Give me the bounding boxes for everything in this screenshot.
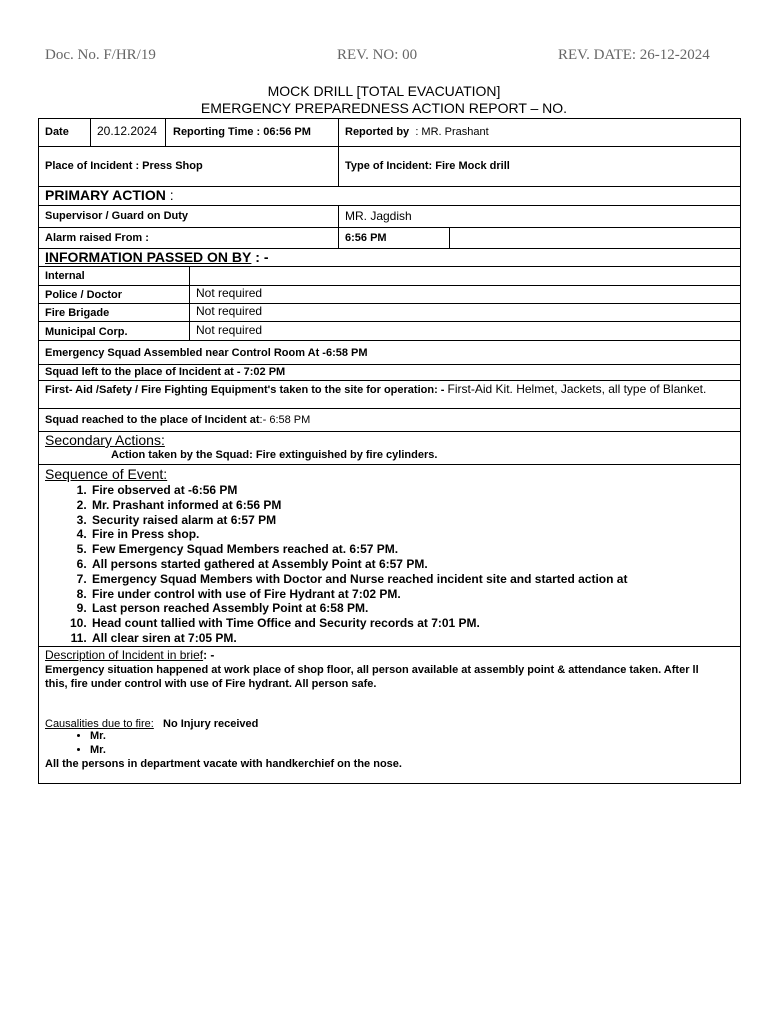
information-heading xyxy=(45,250,269,264)
info-row-label: Internal xyxy=(45,270,85,282)
sequence-item: 10. Head count tallied with Time Office and Security records at 7:01 PM. xyxy=(90,616,740,631)
casualties-label: Causalities due to fire: xyxy=(45,718,154,730)
secondary-actions-heading: Secondary Actions: xyxy=(45,432,165,448)
description-line-1: Emergency situation happened at work place of shop floor, all person available at assembly point & attendance taken. After ll xyxy=(45,664,699,676)
sequence-item: 9. Last person reached Assembly Point at 6:58 PM. xyxy=(90,601,740,616)
primary-action-heading xyxy=(45,188,174,202)
report-title: MOCK DRILL [TOTAL EVACUATION] xyxy=(267,83,501,99)
alarm-value: 6:56 PM xyxy=(345,232,387,244)
sequence-item: 8. Fire under control with use of Fire Hydrant at 7:02 PM. xyxy=(90,587,740,602)
information-suffix: : - xyxy=(255,249,269,265)
reported-by-label: Reported by xyxy=(345,126,410,138)
squad-reached xyxy=(45,413,310,427)
sequence-item: 7. Emergency Squad Members with Doctor and Nurse reached incident site and started action at xyxy=(90,572,740,587)
alarm-label: Alarm raised From : xyxy=(45,232,149,244)
info-row-value: Not required xyxy=(196,304,263,318)
place-of-incident: Place of Incident : Press Shop xyxy=(45,160,203,172)
squad-left: Squad left to the place of Incident at - 7:02 PM xyxy=(45,366,286,378)
persons-list xyxy=(46,729,106,757)
person-item: • Mr. xyxy=(90,729,106,743)
report-subtitle: EMERGENCY PREPAREDNESS ACTION REPORT – NO. xyxy=(200,100,568,116)
sequence-item: 11. All clear siren at 7:05 PM. xyxy=(90,631,740,646)
supervisor-label: Supervisor / Guard on Duty xyxy=(45,210,189,222)
reported-by xyxy=(345,125,489,139)
equipment-value: First-Aid Kit. Helmet, Jackets, all type of Blanket. xyxy=(447,382,707,396)
info-row-value: Not required xyxy=(196,286,263,300)
squad-assembled: Emergency Squad Assembled near Control Room At -6:58 PM xyxy=(45,347,368,359)
sequence-list xyxy=(46,483,740,646)
squad-reached-label: Squad reached to the place of Incident at xyxy=(45,414,260,426)
description-line-2: this, fire under control with use of Fire hydrant. All person safe. xyxy=(45,678,377,690)
revision-number: REV. NO: 00 xyxy=(337,47,418,63)
sequence-item: 1. Fire observed at -6:56 PM xyxy=(90,483,740,498)
information-title: INFORMATION PASSED ON BY xyxy=(45,249,252,265)
secondary-action-text: Action taken by the Squad: Fire extinguished by fire cylinders. xyxy=(111,449,438,461)
person-item: • Mr. xyxy=(90,743,106,757)
sequence-item: 2. Mr. Prashant informed at 6:56 PM xyxy=(90,498,740,513)
reported-by-value: : MR. Prashant xyxy=(415,126,489,138)
revision-date: REV. DATE: 26-12-2024 xyxy=(558,47,710,63)
info-row-label: Municipal Corp. xyxy=(45,326,128,338)
sequence-item: 4. Fire in Press shop. xyxy=(90,527,740,542)
sequence-item: 5. Few Emergency Squad Members reached at. 6:57 PM. xyxy=(90,542,740,557)
date-value: 20.12.2024 xyxy=(97,124,158,138)
casualties-value: No Injury received xyxy=(163,718,259,730)
description-suffix: : - xyxy=(203,648,215,662)
squad-reached-value: :- 6:58 PM xyxy=(259,414,311,426)
equipment-row xyxy=(45,382,706,397)
reporting-time: Reporting Time : 06:56 PM xyxy=(173,126,311,138)
info-row-value: Not required xyxy=(196,323,263,337)
info-row-label: Fire Brigade xyxy=(45,307,110,319)
primary-action-colon: : xyxy=(169,187,174,203)
doc-number: Doc. No. F/HR/19 xyxy=(45,47,156,63)
info-row-label: Police / Doctor xyxy=(45,289,123,301)
closing-note: All the persons in department vacate with handkerchief on the nose. xyxy=(45,758,402,770)
primary-action-title: PRIMARY ACTION xyxy=(45,187,166,203)
type-of-incident: Type of Incident: Fire Mock drill xyxy=(345,160,510,172)
date-label: Date xyxy=(45,126,69,138)
description-title: Description of Incident in brief xyxy=(45,648,204,662)
sequence-heading: Sequence of Event: xyxy=(45,466,168,482)
equipment-label: First- Aid /Safety / Fire Fighting Equipment's taken to the site for operation: - xyxy=(45,384,445,396)
description-heading xyxy=(45,648,214,662)
sequence-item: 3. Security raised alarm at 6:57 PM xyxy=(90,513,740,528)
sequence-item: 6. All persons started gathered at Assembly Point at 6:57 PM. xyxy=(90,557,740,572)
supervisor-value: MR. Jagdish xyxy=(345,209,412,223)
